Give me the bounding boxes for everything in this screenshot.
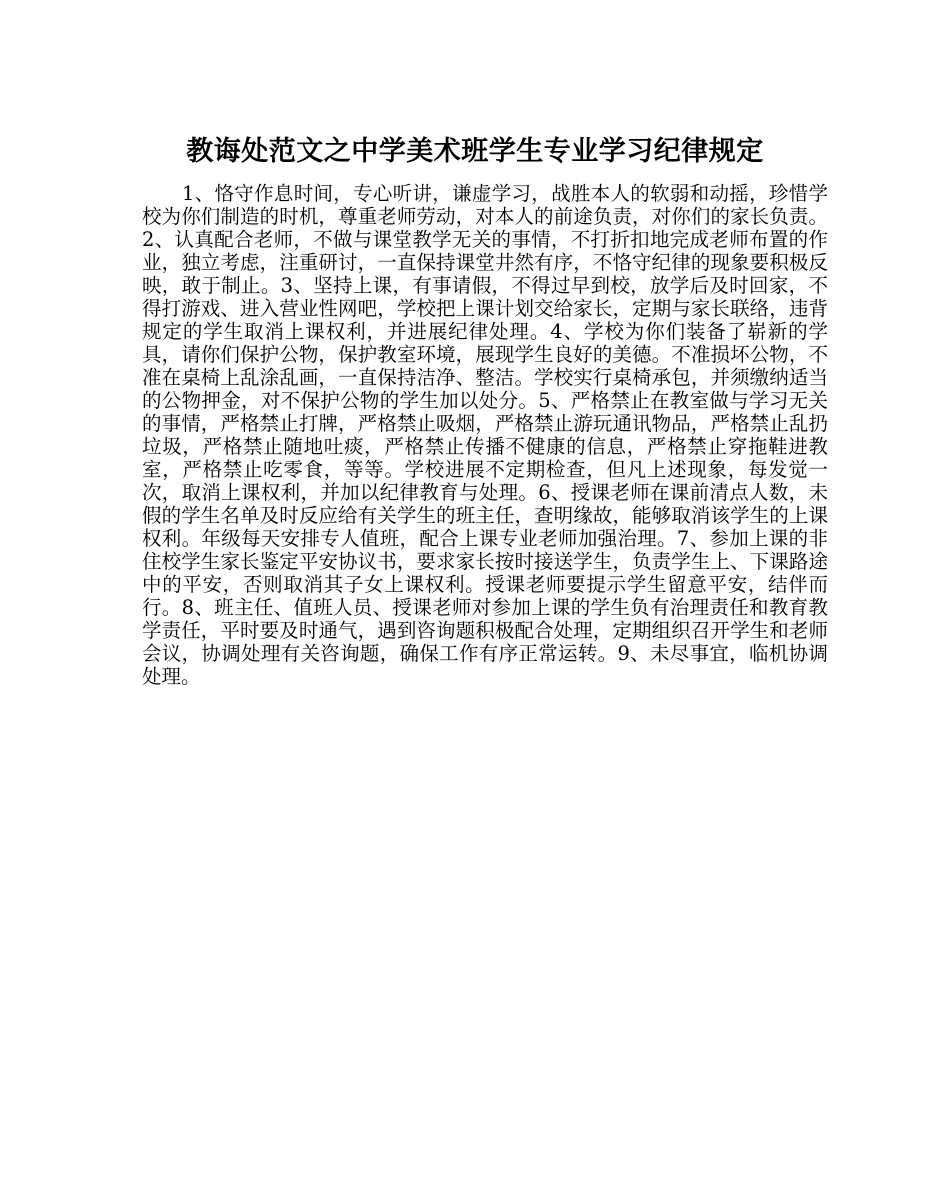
document-body-paragraph: 1、恪守作息时间，专心听讲，谦虚学习，战胜本人的软弱和动摇，珍惜学校为你们制造的时机，尊重老师劳动，对本人的前途负责，对你们的家长负责。2、认真配合老师，不做与课堂教学无关的事情，不打折扣地完成老师布置的作业，独立考虑，注重研讨，一直保持课堂井然有序，不恪守纪律的现象要积极反映，敢于制止。3、坚持上课，有事请假，不得过早到校，放学后及时回家，不得打游戏、进入营业性网吧，学校把上课计划交给家长，定期与家长联络，违背规定的学生取消上课权利，并进展纪律处理。4、学校为你们装备了崭新的学具，请你们保护公物，保护教室环境，展现学生良好的美德。不准损坏公物，不准在桌椅上乱涂乱画，一直保持洁净、整洁。学校实行桌椅承包，并须缴纳适当的公物押金，对不保护公物的学生加以处分。5、严格禁止在教室做与学习无关的事情，严格禁止打牌，严格禁止吸烟，严格禁止游玩通讯物品，严格禁止乱扔垃圾，严格禁止随地吐痰，严格禁止传播不健康的信息，严格禁止穿拖鞋进教室，严格禁止吃零食，等等。学校进展不定期检查，但凡上述现象，每发觉一次，取消上课权利，并加以纪律教育与处理。6、授课老师在课前清点人数，未假的学生名单及时反应给有关学生的班主任，查明缘故，能够取消该学生的上课权利。年级每天安排专人值班，配合上课专业老师加强治理。7、参加上课的非住校学生家长鉴定平安协议书，要求家长按时接送学生，负责学生上、下课路途中的平安，否则取消其子女上课权利。授课老师要提示学生留意平安，结伴而行。8、班主任、值班人员、授课老师对参加上课的学生负有治理责任和教育教学责任，平时要及时通气，遇到咨询题积极配合处理，定期组织召开学生和老师会议，协调处理有关咨询题，确保工作有序正常运转。9、未尽事宜，临机协调处理。 bbox=[142, 182, 828, 688]
document-title: 教诲处范文之中学美术班学生专业学习纪律规定 bbox=[186, 136, 764, 167]
